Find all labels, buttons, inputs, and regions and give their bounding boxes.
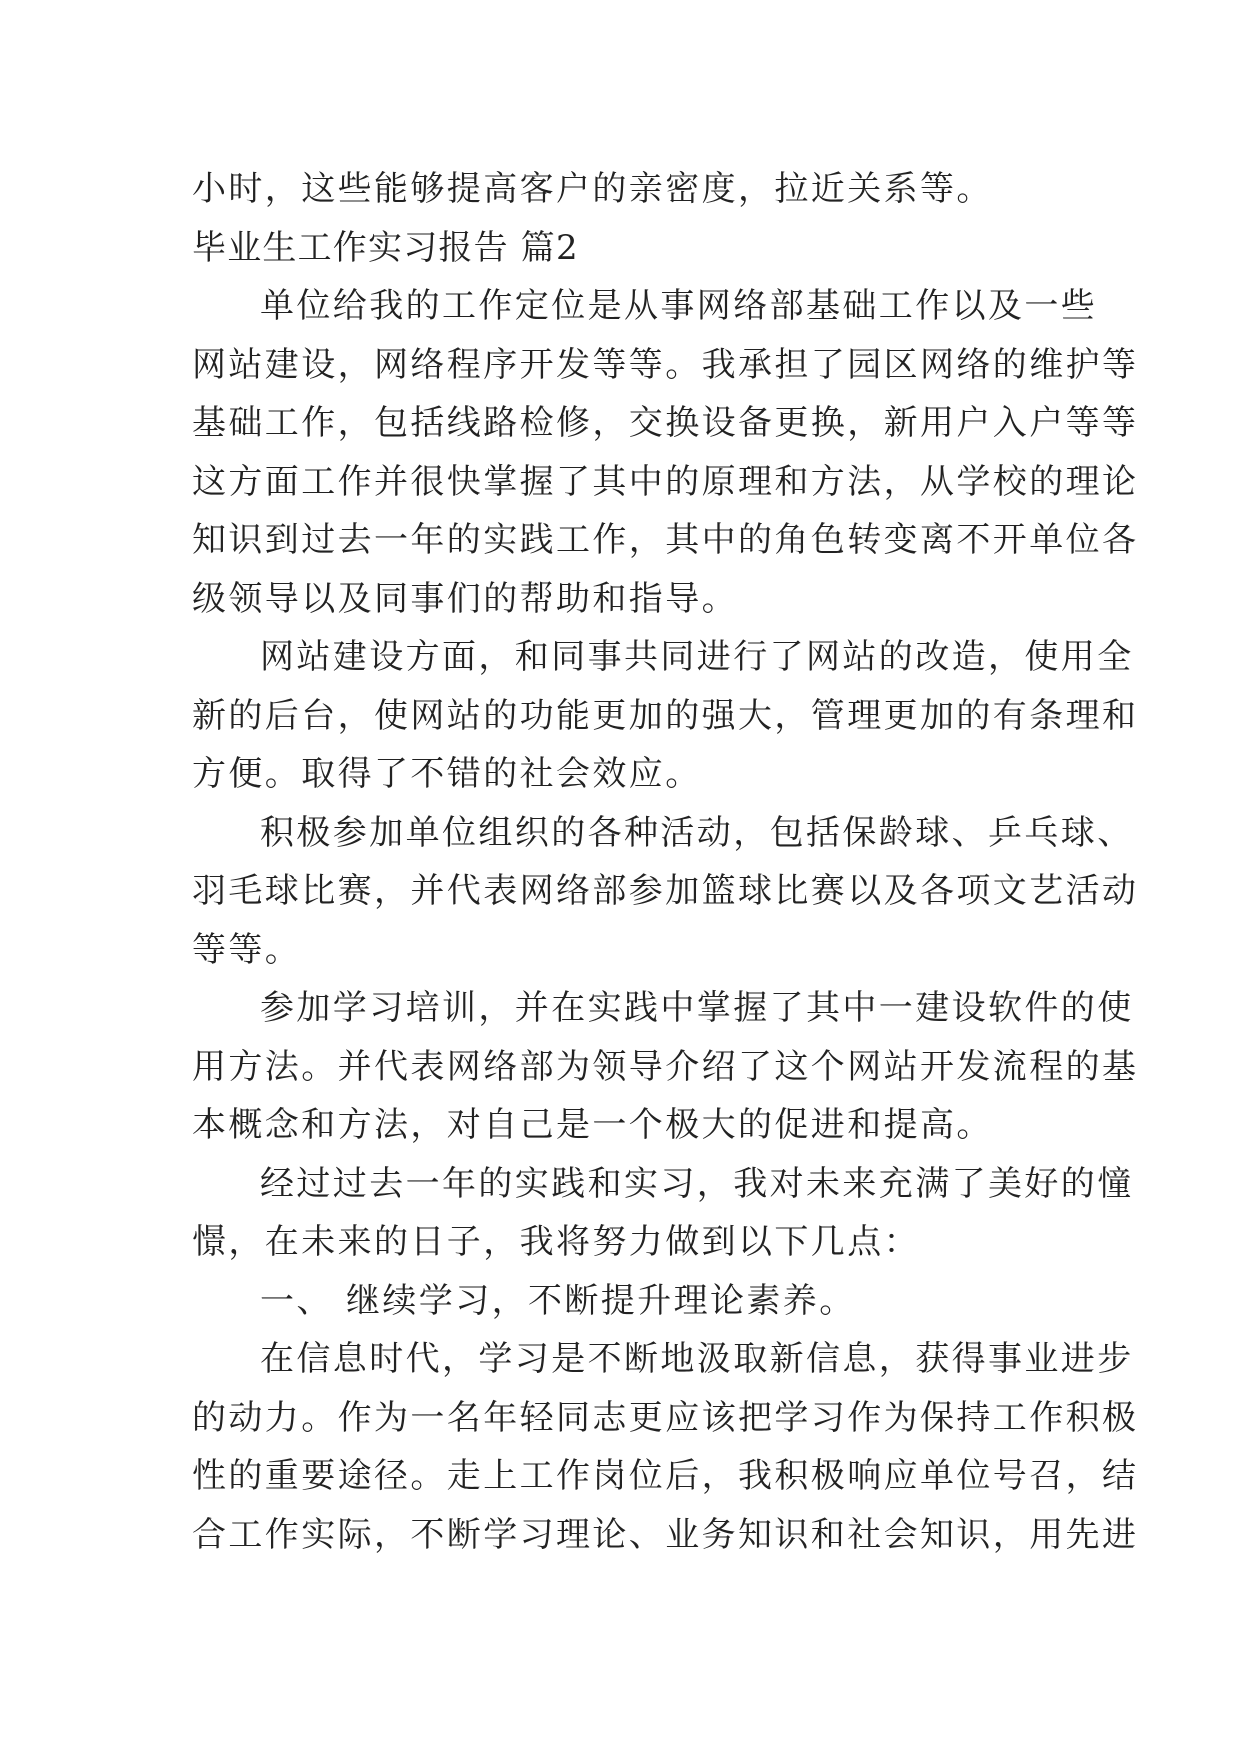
text-line: 合工作实际，不断学习理论、业务知识和社会知识，用先进 [192,1514,1139,1555]
text-line: 知识到过去一年的实践工作，其中的角色转变离不开单位各 [192,520,1139,560]
text-line: 羽毛球比赛，并代表网络部参加篮球比赛以及各项文艺活动 [192,871,1139,911]
text-line: 级领导以及同事们的帮助和指导。 [192,578,738,619]
text-line: 方便。取得了不错的社会效应。 [192,754,702,794]
text-line: 积极参加单位组织的各种活动，包括保龄球、乒乓球、 [260,812,1134,853]
text-line: 参加学习培训，并在实践中掌握了其中一建设软件的使 [260,988,1134,1028]
section-heading: 毕业生工作实习报告 篇2 [192,227,579,268]
text-line: 一、 继续学习，不断提升理论素养。 [260,1280,856,1321]
text-line: 这方面工作并很快掌握了其中的原理和方法，从学校的理论 [192,461,1139,502]
text-line: 性的重要途径。走上工作岗位后，我积极响应单位号召，结 [192,1456,1139,1496]
text-line: 的动力。作为一名年轻同志更应该把学习作为保持工作积极 [192,1397,1139,1438]
text-line: 新的后台，使网站的功能更加的强大，管理更加的有条理和 [192,695,1139,736]
text-line: 单位给我的工作定位是从事网络部基础工作以及一些 [260,286,1098,326]
text-line: 经过过去一年的实践和实习，我对未来充满了美好的憧 [260,1163,1134,1204]
text-line: 用方法。并代表网络部为领导介绍了这个网站开发流程的基 [192,1046,1139,1087]
text-line: 网站建设，网络程序开发等等。我承担了园区网络的维护等 [192,344,1139,385]
text-line: 等等。 [192,929,302,970]
text-line: 本概念和方法，对自己是一个极大的促进和提高。 [192,1105,993,1145]
text-line: 在信息时代，学习是不断地汲取新信息，获得事业进步 [260,1339,1134,1379]
text-line: 小时，这些能够提高客户的亲密度，拉近关系等。 [192,169,993,209]
text-line: 憬，在未来的日子，我将努力做到以下几点： [192,1222,920,1262]
text-line: 基础工作，包括线路检修，交换设备更换，新用户入户等等 [192,403,1139,443]
text-line: 网站建设方面，和同事共同进行了网站的改造，使用全 [260,637,1134,677]
document-body [192,160,1139,1564]
